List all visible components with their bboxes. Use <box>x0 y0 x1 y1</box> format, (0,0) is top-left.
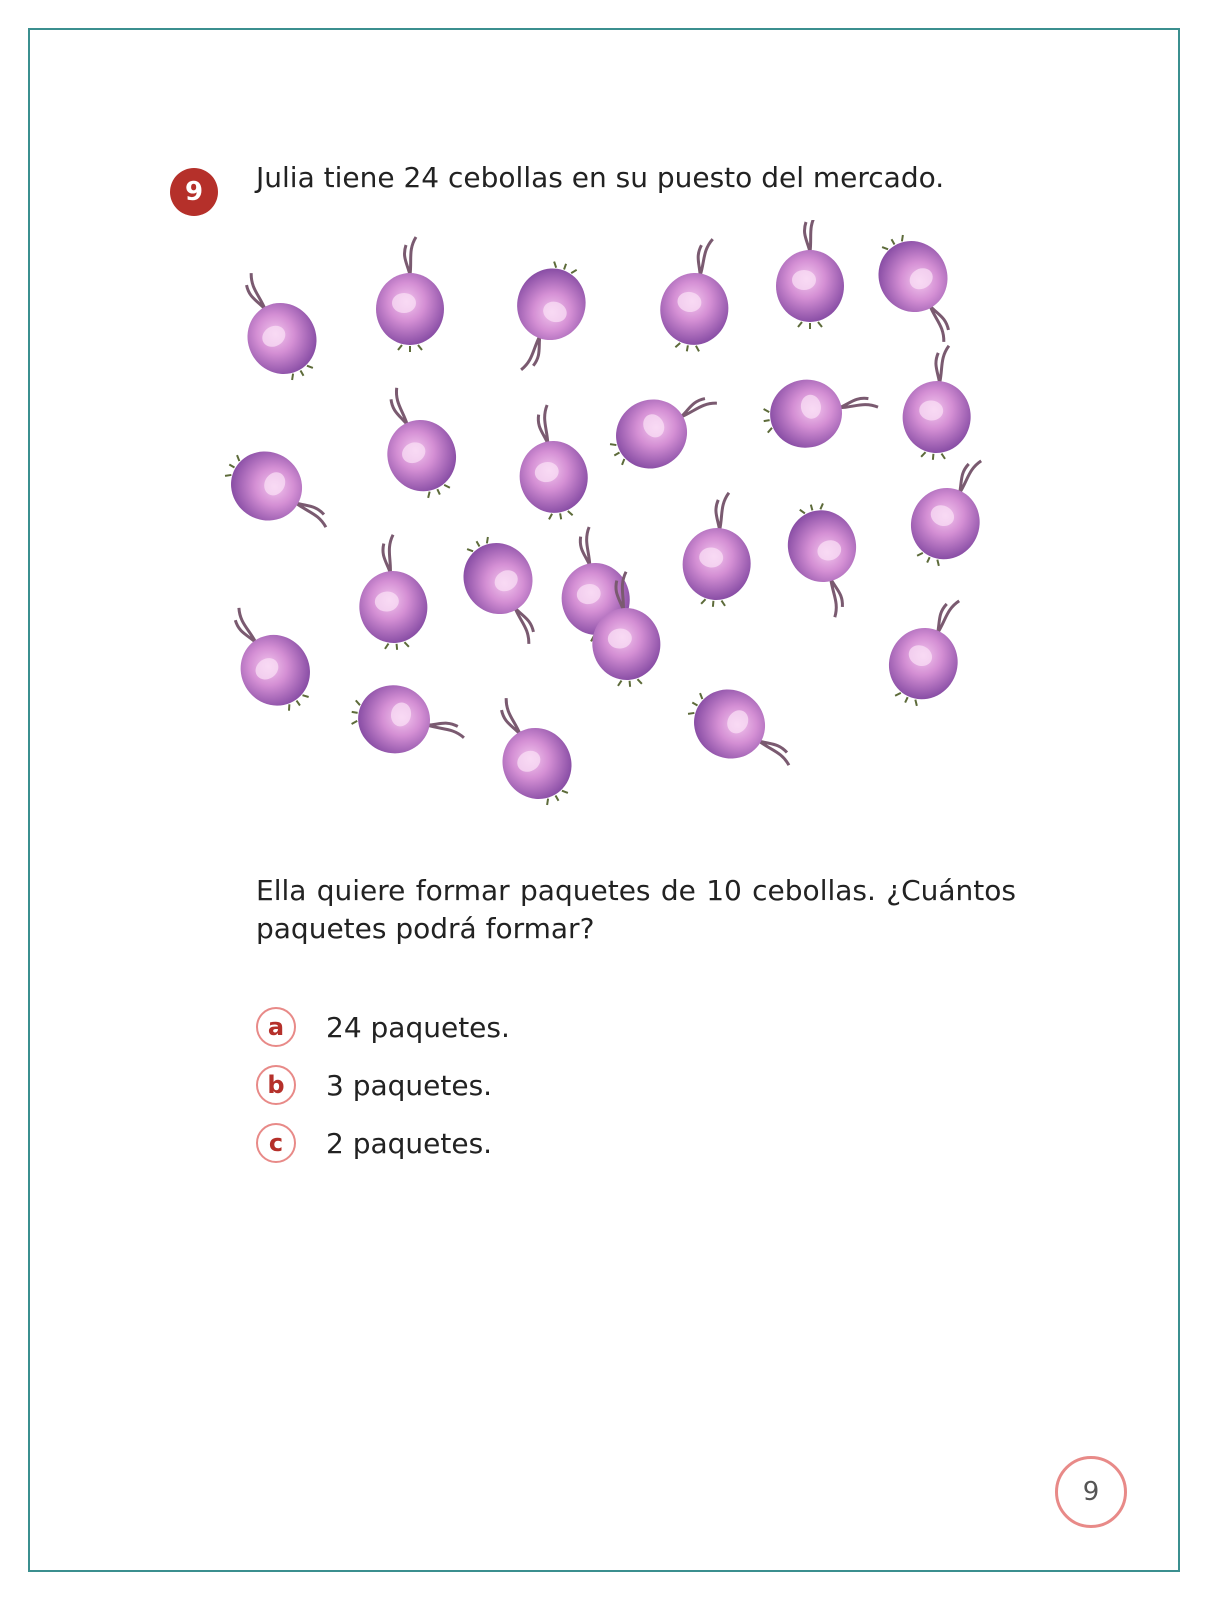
onion-icon <box>360 376 470 509</box>
onion-illustration <box>220 220 1020 830</box>
onion-icon <box>899 342 977 462</box>
onion-icon <box>220 259 333 393</box>
option-a[interactable] <box>256 998 510 1056</box>
onion-icon <box>220 592 328 725</box>
onion-icon <box>862 222 978 356</box>
onion-icon <box>758 368 883 455</box>
option-text: 24 paquetes. <box>326 1010 510 1044</box>
option-b[interactable] <box>256 1056 510 1114</box>
onion-icon <box>447 524 563 658</box>
option-letter: c <box>256 1123 296 1163</box>
onion-icon <box>495 252 598 383</box>
onion-icon <box>508 400 595 525</box>
onion-icon <box>896 444 1006 577</box>
option-text: 3 paquetes. <box>326 1068 493 1102</box>
onion-icon <box>220 435 346 551</box>
question-number-badge: 9 <box>170 168 218 216</box>
option-letter: b <box>256 1065 296 1105</box>
page-number: 9 <box>1055 1456 1127 1528</box>
onion-icon <box>778 496 873 625</box>
onion-icon <box>653 232 740 357</box>
onion-icon <box>597 369 731 485</box>
onion-icon <box>675 673 809 789</box>
question-prompt: Ella quiere formar paquetes de 10 cebollas. ¿Cuántos paquetes podrá formar? <box>256 874 1016 945</box>
onion-icon <box>346 678 471 765</box>
onion-icon <box>679 489 757 609</box>
onion-icon <box>376 237 444 352</box>
onion-icon <box>776 220 844 329</box>
question-stem: Julia tiene 24 cebollas en su puesto del mercado. <box>256 161 945 194</box>
onion-icon <box>353 532 431 652</box>
option-letter: a <box>256 1007 296 1047</box>
option-text: 2 paquetes. <box>326 1126 493 1160</box>
onion-icon <box>874 584 984 717</box>
option-c[interactable] <box>256 1114 510 1172</box>
answer-options <box>256 998 510 1172</box>
onion-icon <box>472 684 588 818</box>
